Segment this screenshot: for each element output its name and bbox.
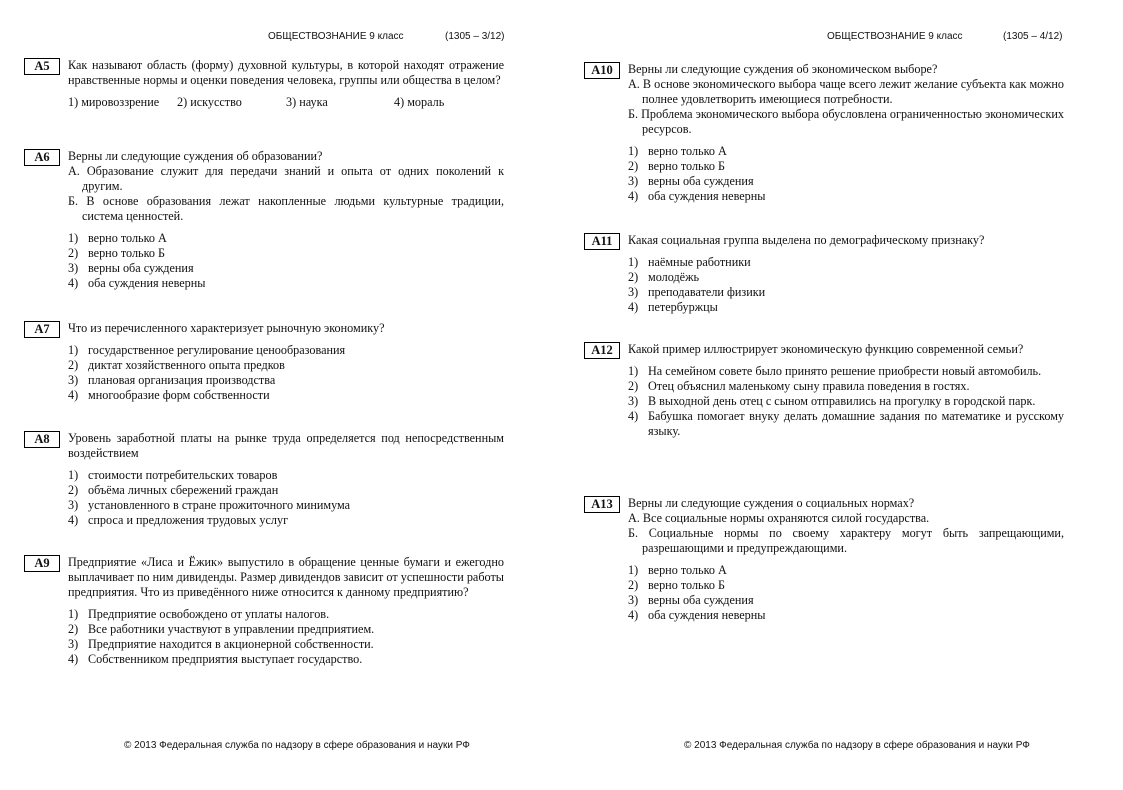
question-text: Что из перечисленного характеризует рыночную экономику?	[68, 321, 385, 335]
option[interactable]: 4) Бабушка помогает внуку делать домашние задания по математике и русскому языку.	[628, 409, 1064, 438]
question-text: Верны ли следующие суждения об экономическом выборе?	[628, 62, 938, 76]
options-list	[628, 563, 1064, 623]
task-a13	[584, 496, 1064, 623]
task-number: A13	[584, 496, 620, 513]
question-text: Какая социальная группа выделена по демографическому признаку?	[628, 233, 985, 247]
option[interactable]: 1) верно только А	[628, 563, 727, 577]
header-code: (1305 – 4/12)	[1003, 31, 1063, 42]
statement: А. Образование служит для передачи знаний и опыта от одних поколений к другим.	[68, 164, 504, 193]
options-list	[68, 231, 504, 291]
task-number: A9	[24, 555, 60, 572]
task-a12	[584, 342, 1064, 439]
page-left	[24, 0, 504, 790]
task-a11	[584, 233, 1064, 315]
options-list	[628, 255, 1064, 315]
task-number: A7	[24, 321, 60, 338]
task-number: A5	[24, 58, 60, 75]
task-number: A8	[24, 431, 60, 448]
option[interactable]: 1) государственное регулирование ценообразования	[68, 343, 346, 357]
option[interactable]: 2) искусство	[177, 95, 242, 109]
option[interactable]: 1) стоимости потребительских товаров	[68, 468, 278, 482]
options-list	[628, 144, 1064, 204]
options-list	[628, 364, 1064, 439]
task-a5	[24, 58, 504, 110]
option[interactable]: 4) мораль	[394, 95, 445, 109]
question-text: Какой пример иллюстрирует экономическую функцию современной семьи?	[628, 342, 1024, 356]
options-list	[68, 607, 504, 667]
statement: Б. Проблема экономического выбора обусловлена ограниченностью экономических ресурсов.	[628, 107, 1064, 136]
task-number: A11	[584, 233, 620, 250]
option[interactable]: 3) В выходной день отец с сыном отправились на прогулку в городской парк.	[628, 394, 1036, 408]
option[interactable]: 1) верно только А	[628, 144, 727, 158]
option[interactable]: 3) плановая организация производства	[68, 373, 276, 387]
option[interactable]: 2) Отец объяснил маленькому сыну правила поведения в гостях.	[628, 379, 970, 393]
option[interactable]: 3) Предприятие находится в акционерной собственности.	[68, 637, 374, 651]
option[interactable]: 2) объёма личных сбережений граждан	[68, 483, 279, 497]
option[interactable]: 3) установленного в стране прожиточного минимума	[68, 498, 351, 512]
option[interactable]: 4) многообразие форм собственности	[68, 388, 270, 402]
option[interactable]: 1) Предприятие освобождено от уплаты налогов.	[68, 607, 330, 621]
option[interactable]: 4) Собственником предприятия выступает государство.	[68, 652, 363, 666]
option[interactable]: 1) верно только А	[68, 231, 167, 245]
question-text: Уровень заработной платы на рынке труда определяется под непосредственным воздействием	[68, 431, 504, 460]
question-text: Предприятие «Лиса и Ёжик» выпустило в обращение ценные бумаги и ежегодно выплачивает по ним дивиденды. Размер дивидендов зависит от успешности работы предприятия. Что из приведённого ниже относится к данному предприятию?	[68, 555, 504, 599]
statement: Б. Социальные нормы по своему характеру могут быть запрещающими, разрешающими и предупреждающими.	[628, 526, 1064, 555]
page-footer: © 2013 Федеральная служба по надзору в сфере образования и науки РФ	[684, 740, 1030, 751]
option[interactable]: 2) верно только Б	[628, 578, 726, 592]
task-a9	[24, 555, 504, 667]
option[interactable]: 2) диктат хозяйственного опыта предков	[68, 358, 285, 372]
option[interactable]: 3) преподаватели физики	[628, 285, 766, 299]
option[interactable]: 4) оба суждения неверны	[628, 608, 766, 622]
header-subject: ОБЩЕСТВОЗНАНИЕ 9 класс	[268, 31, 404, 42]
header-subject: ОБЩЕСТВОЗНАНИЕ 9 класс	[827, 31, 963, 42]
statement: А. Все социальные нормы охраняются силой государства.	[628, 511, 930, 525]
question-text: Верны ли следующие суждения об образовании?	[68, 149, 323, 163]
option[interactable]: 2) верно только Б	[68, 246, 166, 260]
option[interactable]: 1) На семейном совете было принято решение приобрести новый автомобиль.	[628, 364, 1042, 378]
task-number: A12	[584, 342, 620, 359]
question-text: Верны ли следующие суждения о социальных нормах?	[628, 496, 915, 510]
statement: А. В основе экономического выбора чаще всего лежит желание субъекта как можно полнее удовлетворить имеющиеся потребности.	[628, 77, 1064, 106]
options-row	[68, 95, 504, 110]
option[interactable]: 3) верны оба суждения	[628, 174, 754, 188]
option[interactable]: 1) наёмные работники	[628, 255, 751, 269]
option[interactable]: 4) оба суждения неверны	[68, 276, 206, 290]
option[interactable]: 3) верны оба суждения	[68, 261, 194, 275]
option[interactable]: 2) верно только Б	[628, 159, 726, 173]
task-a6	[24, 149, 504, 291]
task-a10	[584, 62, 1064, 204]
task-a8	[24, 431, 504, 528]
option[interactable]: 2) молодёжь	[628, 270, 700, 284]
header-code: (1305 – 3/12)	[445, 31, 505, 42]
page-footer: © 2013 Федеральная служба по надзору в сфере образования и науки РФ	[124, 740, 470, 751]
option[interactable]: 2) Все работники участвуют в управлении предприятием.	[68, 622, 375, 636]
task-number: A6	[24, 149, 60, 166]
task-number: A10	[584, 62, 620, 79]
page-right	[584, 0, 1064, 790]
options-list	[68, 343, 504, 403]
option[interactable]: 4) спроса и предложения трудовых услуг	[68, 513, 289, 527]
task-a7	[24, 321, 504, 403]
option[interactable]: 1) мировоззрение	[68, 95, 160, 109]
option[interactable]: 4) оба суждения неверны	[628, 189, 766, 203]
statement: Б. В основе образования лежат накопленные людьми культурные традиции, система ценностей.	[68, 194, 504, 223]
question-text: Как называют область (форму) духовной культуры, в которой находят отражение нравственные нормы и оценки поведения человека, группы или общества в целом?	[68, 58, 504, 87]
option[interactable]: 3) наука	[286, 95, 328, 109]
option[interactable]: 4) петербуржцы	[628, 300, 718, 314]
options-list	[68, 468, 504, 528]
option[interactable]: 3) верны оба суждения	[628, 593, 754, 607]
